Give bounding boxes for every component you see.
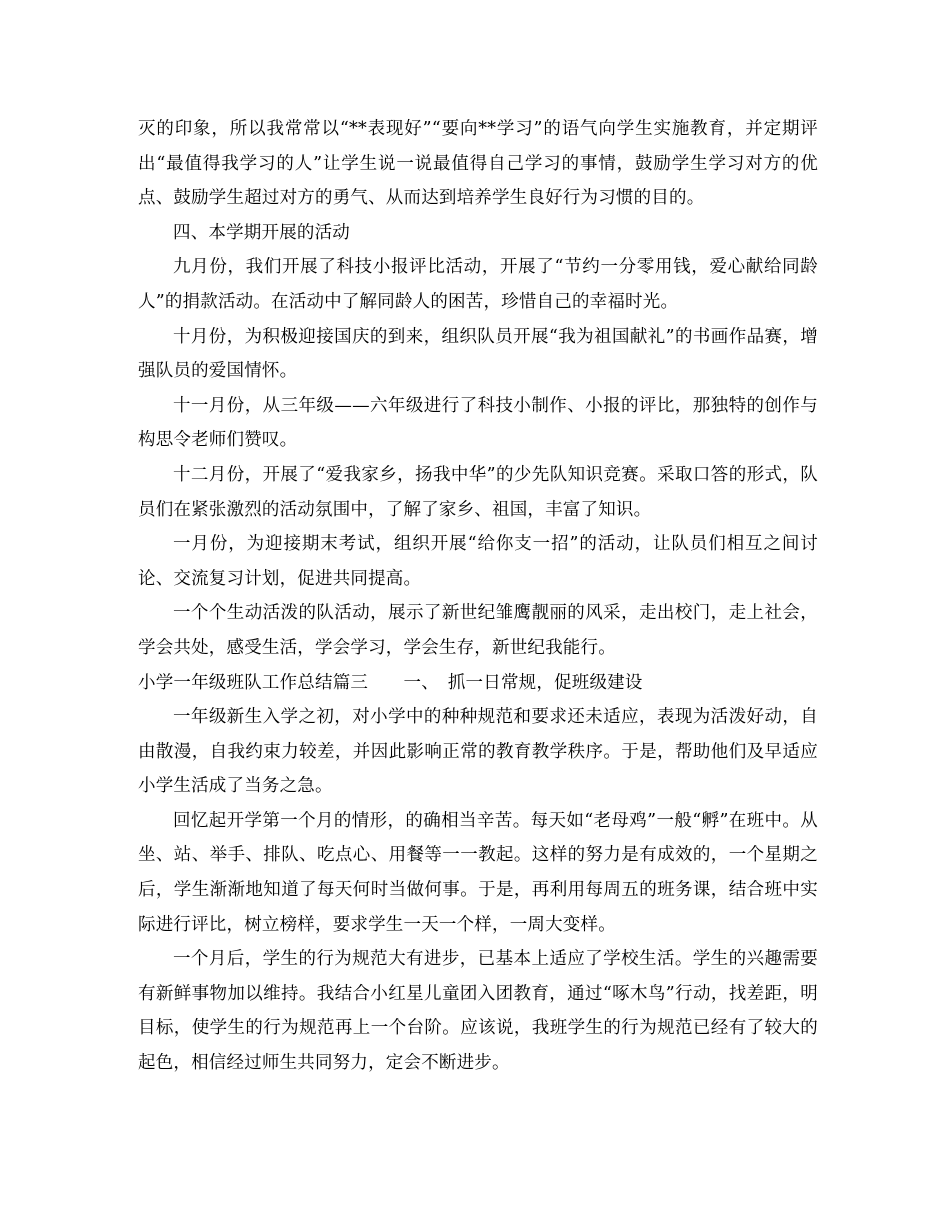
paragraph-continuation: 灭的印象，所以我常常以“**表现好”“要向**学习”的语气向学生实施教育，并定期评出“最值得我学习的人”让学生说一说最值得自己学习的事情，鼓励学生学习对方的优点、鼓励学生超过对方的勇气、从而达到培养学生良好行为习惯的目的。 (138, 119, 818, 209)
document-body (138, 112, 818, 1081)
section-heading-part-three: 小学一年级班队工作总结篇三 一、 抓一日常规，促班级建设 (138, 672, 643, 693)
paragraph-september: 九月份，我们开展了科技小报评比活动，开展了“节约一分零用钱，爱心献给同龄人”的捐款活动。在活动中了解同龄人的困苦，珍惜自己的幸福时光。 (138, 257, 818, 312)
paragraph-first-month: 回忆起开学第一个月的情形，的确相当辛苦。每天如“老母鸡”一般“孵”在班中。从坐、站、举手、排队、吃点心、用餐等一一教起。这样的努力是有成效的，一个星期之后，学生渐渐地知道了每天何时当做何事。于是，再利用每周五的班务课，结合班中实际进行评比，树立榜样，要求学生一天一个样，一周大变样。 (138, 810, 818, 935)
paragraph-october: 十月份，为积极迎接国庆的到来，组织队员开展“我为祖国献礼”的书画作品赛，增强队员的爱国情怀。 (138, 326, 818, 382)
section-heading-activities: 四、本学期开展的活动 (173, 222, 350, 243)
paragraph-december: 十二月份，开展了“爱我家乡，扬我中华”的少先队知识竞赛。采取口答的形式，队员们在紧张激烈的活动氛围中，了解了家乡、祖国，丰富了知识。 (138, 464, 818, 520)
paragraph-november: 十一月份，从三年级——六年级进行了科技小制作、小报的评比，那独特的创作与构思令老师们赞叹。 (138, 395, 818, 451)
paragraph-progress: 一个月后，学生的行为规范大有进步，已基本上适应了学校生活。学生的兴趣需要有新鲜事物加以维持。我结合小红星儿童团入团教育，通过“啄木鸟”行动，找差距，明目标，使学生的行为规范再上一个台阶。应该说，我班学生的行为规范已经有了较大的起色，相信经过师生共同努力，定会不断进步。 (138, 949, 818, 1074)
paragraph-summary: 一个个生动活泼的队活动，展示了新世纪雏鹰靓丽的风采，走出校门，走上社会，学会共处，感受生活，学会学习，学会生存，新世纪我能行。 (138, 603, 818, 658)
paragraph-january: 一月份，为迎接期末考试，组织开展“给你支一招”的活动，让队员们相互之间讨论、交流复习计划，促进共同提高。 (138, 534, 818, 589)
paragraph-new-students: 一年级新生入学之初，对小学中的种种规范和要求还未适应，表现为活泼好动，自由散漫，自我约束力较差，并因此影响正常的教育教学秩序。于是，帮助他们及早适应小学生活成了当务之急。 (138, 707, 818, 797)
